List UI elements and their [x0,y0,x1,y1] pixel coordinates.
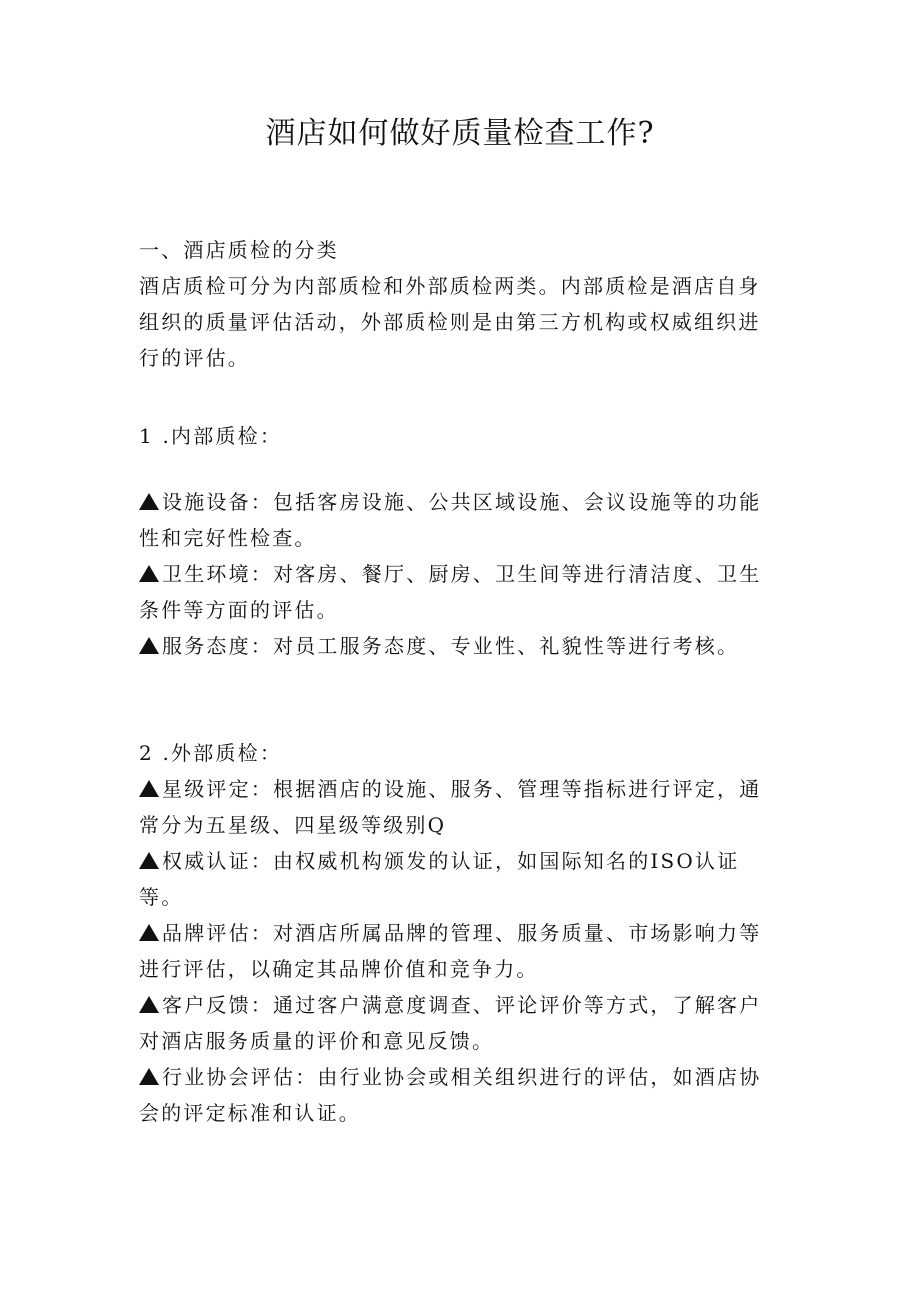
subsection-heading: 2 .外部质检： [139,741,283,765]
item-text: 性和完好性检查。 [139,526,317,550]
triangle-bullet-icon [139,565,159,582]
list-item [139,843,789,915]
item-text: 会的评定标准和认证。 [139,1101,361,1125]
triangle-bullet-icon [139,996,159,1013]
triangle-bullet-icon [139,637,159,654]
internal-items [139,484,789,664]
triangle-bullet-icon [139,852,159,869]
list-item [139,556,789,628]
paragraph-line: 行的评估。 [139,346,250,370]
list-item [139,628,789,664]
item-text: 常分为五星级、四星级等级别Q [139,813,447,837]
section-internal [139,418,789,454]
section-external [139,735,789,771]
item-text: 进行评估，以确定其品牌价值和竞争力。 [139,957,539,981]
paragraph-line: 组织的质量评估活动，外部质检则是由第三方机构或权威组织进 [139,310,761,334]
triangle-bullet-icon [139,924,159,941]
triangle-bullet-icon [139,493,159,510]
item-text: 客户反馈：通过客户满意度调查、评论评价等方式，了解客户 [162,993,762,1017]
item-text: 设施设备：包括客房设施、公共区域设施、会议设施等的功能 [162,490,762,514]
item-text: 星级评定：根据酒店的设施、服务、管理等指标进行评定，通 [162,777,762,801]
list-item [139,987,789,1059]
external-items [139,771,789,1131]
item-text: 行业协会评估：由行业协会或相关组织进行的评估，如酒店协 [162,1065,762,1089]
page-title: 酒店如何做好质量检查工作? [265,116,655,151]
paragraph-line: 酒店质检可分为内部质检和外部质检两类。内部质检是酒店自身 [139,274,761,298]
item-text: 卫生环境：对客房、餐厅、厨房、卫生间等进行清洁度、卫生 [162,562,762,586]
item-text: 服务态度：对员工服务态度、专业性、礼貌性等进行考核。 [162,634,740,658]
triangle-bullet-icon [139,1068,159,1085]
triangle-bullet-icon [139,780,159,797]
item-text: 条件等方面的评估。 [139,598,339,622]
item-text: 品牌评估：对酒店所属品牌的管理、服务质量、市场影响力等 [162,921,762,945]
list-item [139,771,789,843]
item-text: 权威认证：由权威机构颁发的认证，如国际知名的ISO认证 [162,849,740,873]
list-item [139,484,789,556]
list-item [139,1059,789,1131]
item-text: 等。 [139,885,184,909]
list-item [139,915,789,987]
subsection-heading: 1 .内部质检： [139,424,283,448]
item-text: 对酒店服务质量的评价和意见反馈。 [139,1029,495,1053]
section-classification [139,232,789,376]
section-heading: 一、酒店质检的分类 [139,238,339,262]
